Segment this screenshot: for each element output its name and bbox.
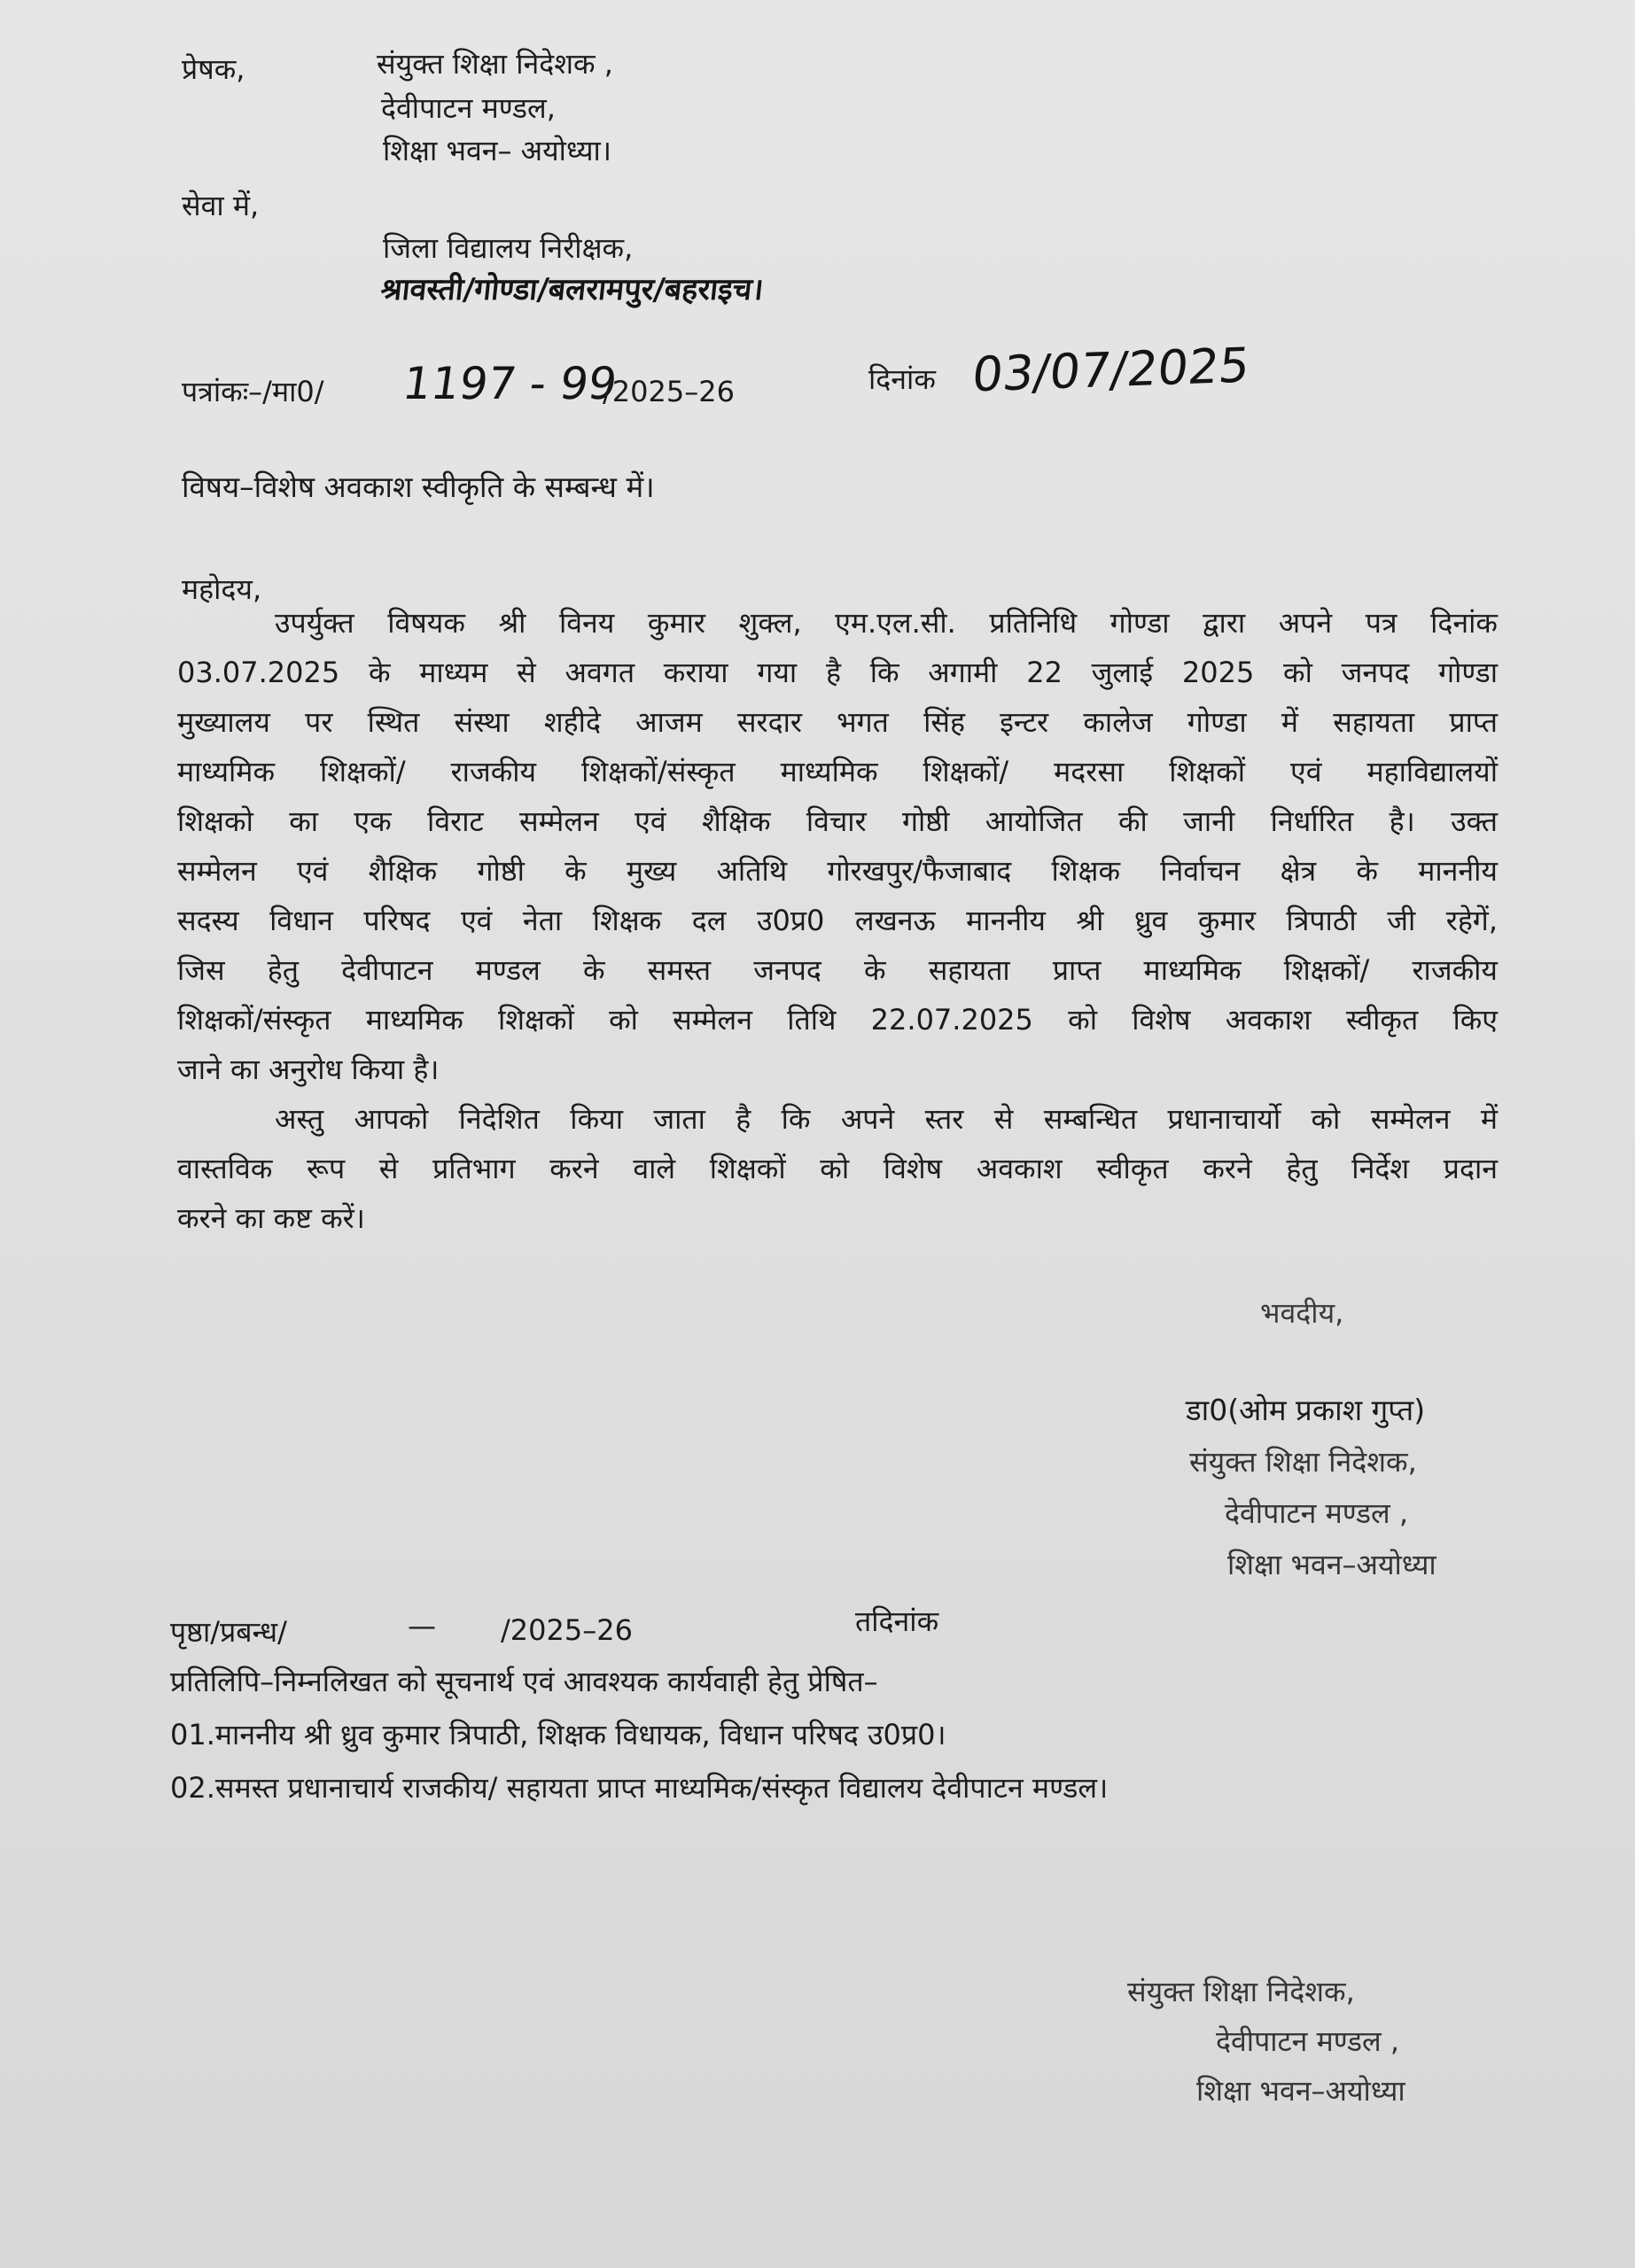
paragraph-1-line: 03.07.2025 के माध्यम से अवगत कराया गया है कि अगामी 22 जुलाई 2025 को जनपद गोण्डा xyxy=(177,656,1498,689)
footer-designation: संयुक्त शिक्षा निदेशक, xyxy=(1127,1975,1355,2008)
endorsement-ref-dash: — xyxy=(408,1609,436,1643)
sender-line-2: देवीपाटन मण्डल, xyxy=(381,91,556,125)
paragraph-1-line: उपर्युक्त विषयक श्री विनय कुमार शुक्ल, एम.एल.सी. प्रतिनिधि गोण्डा द्वारा अपने पत्र दिनांक xyxy=(275,606,1498,640)
officer-office: शिक्षा भवन–अयोध्या xyxy=(1227,1548,1436,1581)
salutation: महोदय, xyxy=(182,572,262,606)
officer-division: देवीपाटन मण्डल , xyxy=(1225,1496,1409,1530)
footer-division: देवीपाटन मण्डल , xyxy=(1216,2024,1400,2058)
copy-item: 02.समस्त प्रधानाचार्य राजकीय/ सहायता प्राप्त माध्यमिक/संस्कृत विद्यालय देवीपाटन मण्डल। xyxy=(170,1771,1109,1805)
endorsement-date-label: तदिनांक xyxy=(855,1604,939,1638)
paragraph-1-line: सदस्य विधान परिषद एवं नेता शिक्षक दल उ0प्र0 लखनऊ माननीय श्री ध्रुव कुमार त्रिपाठी जी रहेगें, xyxy=(177,904,1498,937)
paragraph-1-line: माध्यमिक शिक्षकों/ राजकीय शिक्षकों/संस्कृत माध्यमिक शिक्षकों/ मदरसा शिक्षकों एवं महाविद्यालयों xyxy=(177,755,1498,788)
copy-line: प्रतिलिपि–निम्नलिखत को सूचनार्थ एवं आवश्यक कार्यवाही हेतु प्रेषित– xyxy=(170,1665,878,1698)
paragraph-1-line: जाने का अनुरोध किया है। xyxy=(177,1052,440,1086)
sender-line-3: शिक्षा भवन– अयोध्या। xyxy=(383,134,611,167)
closing-text: भवदीय, xyxy=(1260,1296,1344,1330)
letter-number-prefix: पत्रांकः–/मा0/ xyxy=(182,375,324,408)
recipient-label: सेवा में, xyxy=(182,189,260,222)
paragraph-1 xyxy=(177,598,1498,1243)
paragraph-2-line: वास्तविक रूप से प्रतिभाग करने वाले शिक्षकों को विशेष अवकाश स्वीकृत करने हेतु निर्देश प्रदान xyxy=(177,1152,1498,1185)
footer-office: शिक्षा भवन–अयोध्या xyxy=(1196,2074,1405,2108)
officer-name: डा0(ओम प्रकाश गुप्त) xyxy=(1186,1393,1426,1427)
officer-designation: संयुक्त शिक्षा निदेशक, xyxy=(1189,1445,1417,1479)
paragraph-2-line: करने का कष्ट करें। xyxy=(177,1201,365,1235)
date-handwritten: 03/07/2025 xyxy=(969,337,1253,403)
copy-item: 01.माननीय श्री ध्रुव कुमार त्रिपाठी, शिक्षक विधायक, विधान परिषद उ0प्र0। xyxy=(170,1718,946,1751)
recipient-line-1: जिला विद्यालय निरीक्षक, xyxy=(383,231,634,265)
endorsement-ref-prefix: पृष्ठा/प्रबन्ध/ xyxy=(170,1615,287,1649)
endorsement-ref-suffix: /2025–26 xyxy=(501,1613,633,1647)
paragraph-1-line: शिक्षकों/संस्कृत माध्यमिक शिक्षकों को सम्मेलन तिथि 22.07.2025 को विशेष अवकाश स्वीकृत किए xyxy=(177,1003,1498,1037)
sender-label: प्रेषक, xyxy=(182,52,245,86)
paragraph-1-line: जिस हेतु देवीपाटन मण्डल के समस्त जनपद के सहायता प्राप्त माध्यमिक शिक्षकों/ राजकीय xyxy=(177,953,1498,987)
paragraph-1-line: शिक्षको का एक विराट सम्मेलन एवं शैक्षिक विचार गोष्ठी आयोजित की जानी निर्धारित है। उक्त xyxy=(177,804,1498,838)
paragraph-2-line: अस्तु आपको निदेशित किया जाता है कि अपने स्तर से सम्बन्धित प्रधानाचार्यो को सम्मेलन में xyxy=(275,1102,1498,1136)
paragraph-1-line: मुख्यालय पर स्थित संस्था शहीदे आजम सरदार भगत सिंह इन्टर कालेज गोण्डा में सहायता प्राप्त xyxy=(177,705,1498,739)
sender-line-1: संयुक्त शिक्षा निदेशक , xyxy=(377,47,613,81)
letter-number-handwritten: 1197 - 99 xyxy=(399,358,620,409)
recipient-districts-handwritten: श्रावस्ती/गोण्डा/बलरामपुर/बहराइच। xyxy=(378,272,766,307)
letter-number-suffix: /2025–26 xyxy=(603,375,735,408)
date-label: दिनांक xyxy=(868,362,936,396)
subject-line: विषय–विशेष अवकाश स्वीकृति के सम्बन्ध में। xyxy=(182,470,655,504)
paragraph-1-line: सम्मेलन एवं शैक्षिक गोष्ठी के मुख्य अतिथि गोरखपुर/फैजाबाद शिक्षक निर्वाचन क्षेत्र के माननीय xyxy=(177,854,1498,888)
